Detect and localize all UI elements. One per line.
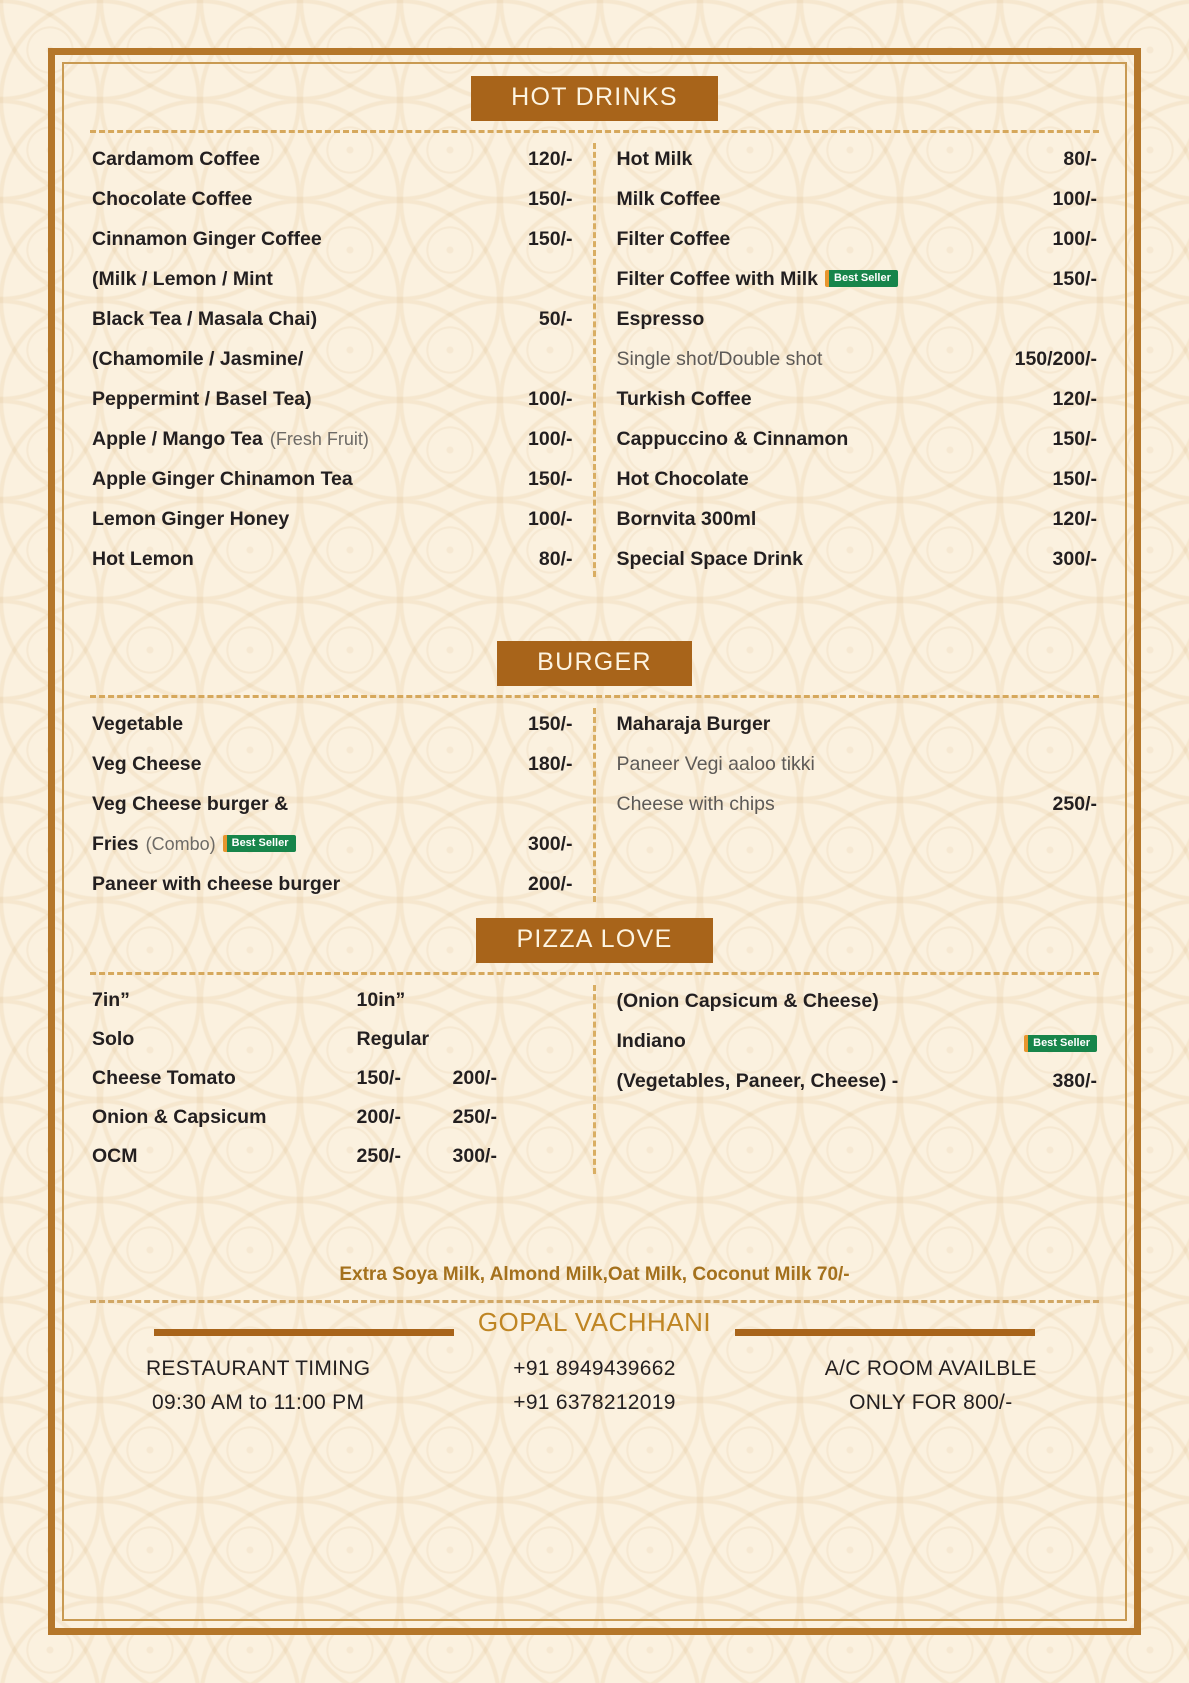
item-name: Bornvita 300ml xyxy=(616,508,757,530)
item-price: 100/- xyxy=(1052,228,1097,250)
brand-name: GOPAL VACHHANI xyxy=(477,1307,712,1337)
item-name: Cinnamon Ginger Coffee xyxy=(92,228,322,250)
best-seller-badge: Best Seller xyxy=(825,270,898,287)
menu-item[interactable] xyxy=(617,1061,1098,1101)
spacer xyxy=(90,579,1099,641)
menu-sheet xyxy=(76,76,1113,1607)
pizza-name: Onion & Capsicum xyxy=(92,1106,267,1128)
menu-item[interactable] xyxy=(617,379,1098,419)
menu-item[interactable] xyxy=(92,299,573,339)
item-price: 50/- xyxy=(538,308,573,330)
menu-item[interactable] xyxy=(92,499,573,539)
item-price: 80/- xyxy=(538,548,573,570)
menu-item[interactable] xyxy=(92,179,573,219)
pizza-price-solo: 200/- xyxy=(356,1106,401,1128)
pizza-price-solo: 150/- xyxy=(356,1067,401,1089)
item-name: Filter Coffee xyxy=(616,228,731,250)
item-price: 120/- xyxy=(528,148,573,170)
menu-item[interactable] xyxy=(617,744,1098,784)
item-name: Single shot/Double shot xyxy=(616,348,823,370)
burger-columns xyxy=(90,704,1099,904)
ac-room-label: A/C ROOM AVAILBLE xyxy=(824,1357,1037,1380)
item-price: 200/- xyxy=(528,873,573,895)
item-price: 150/- xyxy=(1052,428,1097,450)
pizza-type-header-row xyxy=(92,1020,573,1059)
menu-item[interactable] xyxy=(92,379,573,419)
menu-item[interactable] xyxy=(617,139,1098,179)
item-name xyxy=(92,824,296,864)
item-name: Cheese with chips xyxy=(616,793,775,815)
menu-item[interactable] xyxy=(92,139,573,179)
pizza-price-regular: 200/- xyxy=(452,1067,497,1089)
menu-item[interactable] xyxy=(617,539,1098,579)
item-note: (Fresh Fruit) xyxy=(269,429,369,449)
item-name: Vegetable xyxy=(92,713,184,735)
restaurant-timing-label: RESTAURANT TIMING xyxy=(145,1357,371,1380)
item-price: 150/- xyxy=(1052,268,1097,290)
hot-drinks-left-column xyxy=(90,139,593,579)
menu-item[interactable] xyxy=(617,419,1098,459)
item-price: 150/- xyxy=(528,228,573,250)
item-name: (Milk / Lemon / Mint xyxy=(92,268,273,290)
item-price: 80/- xyxy=(1063,148,1097,170)
pizza-row[interactable] xyxy=(92,1137,573,1176)
pizza-columns xyxy=(90,981,1099,1176)
item-price: 300/- xyxy=(528,833,573,855)
phone-secondary[interactable]: +91 6378212019 xyxy=(513,1391,676,1414)
menu-item[interactable] xyxy=(92,339,573,379)
menu-item[interactable] xyxy=(617,179,1098,219)
item-price: 380/- xyxy=(1052,1070,1097,1092)
item-name: Hot Lemon xyxy=(92,548,194,570)
menu-item[interactable] xyxy=(617,299,1098,339)
extras-note: Extra Soya Milk, Almond Milk,Oat Milk, Coconut Milk 70/- xyxy=(339,1264,850,1285)
item-price: 300/- xyxy=(1052,548,1097,570)
pizza-type-solo: Solo xyxy=(92,1028,135,1050)
menu-item[interactable] xyxy=(617,1021,1098,1061)
item-price: 100/- xyxy=(528,508,573,530)
section-heading-hot-drinks xyxy=(90,76,1099,121)
item-price: 150/- xyxy=(1052,468,1097,490)
item-name: Hot Milk xyxy=(616,148,693,170)
item-name xyxy=(617,1021,686,1061)
item-name: Apple Ginger Chinamon Tea xyxy=(92,468,353,490)
pizza-row[interactable] xyxy=(92,1098,573,1137)
menu-item[interactable] xyxy=(617,981,1098,1021)
item-price: 250/- xyxy=(1052,793,1097,815)
pizza-price-regular: 300/- xyxy=(452,1145,497,1167)
hot-drinks-right-column xyxy=(597,139,1100,579)
item-name-main: Filter Coffee with Milk xyxy=(616,268,819,290)
pizza-size-7in: 7in” xyxy=(92,989,130,1011)
item-note: (Combo) xyxy=(145,834,216,854)
item-name-main: Apple / Mango Tea xyxy=(92,428,263,450)
item-name: Veg Cheese burger & xyxy=(92,793,289,815)
item-name: Espresso xyxy=(616,308,705,330)
section-pizza-love xyxy=(90,918,1099,1176)
burger-right-column xyxy=(597,704,1100,904)
item-name: Turkish Coffee xyxy=(616,388,752,410)
best-seller-badge: Best Seller xyxy=(1024,1035,1097,1052)
menu-item[interactable] xyxy=(92,704,573,744)
item-name: Black Tea / Masala Chai) xyxy=(92,308,318,330)
pizza-price-solo: 250/- xyxy=(356,1145,401,1167)
menu-item[interactable] xyxy=(92,824,573,864)
menu-item[interactable] xyxy=(92,864,573,904)
section-title: HOT DRINKS xyxy=(471,76,718,121)
item-name xyxy=(92,419,369,459)
item-price: 150/- xyxy=(528,713,573,735)
item-price: 100/- xyxy=(1052,188,1097,210)
spacer xyxy=(90,904,1099,918)
footer-divider xyxy=(90,1300,1099,1303)
menu-item[interactable] xyxy=(617,459,1098,499)
menu-item[interactable] xyxy=(617,219,1098,259)
menu-item[interactable] xyxy=(617,339,1098,379)
item-price: 150/- xyxy=(528,468,573,490)
item-name: (Vegetables, Paneer, Cheese) - xyxy=(616,1070,899,1092)
section-title: BURGER xyxy=(497,641,692,686)
item-name xyxy=(617,259,898,299)
pizza-price-regular: 250/- xyxy=(452,1106,497,1128)
menu-item[interactable] xyxy=(92,419,573,459)
item-name: Peppermint / Basel Tea) xyxy=(92,388,312,410)
best-seller-badge: Best Seller xyxy=(223,835,296,852)
brand-line xyxy=(90,1307,1099,1348)
item-name: Cardamom Coffee xyxy=(92,148,260,170)
menu-item[interactable] xyxy=(92,784,573,824)
brand-rule-left xyxy=(154,1329,454,1336)
pizza-row[interactable] xyxy=(92,1059,573,1098)
item-name-main: Fries xyxy=(92,833,139,855)
pizza-type-regular: Regular xyxy=(356,1028,430,1050)
spacer xyxy=(90,1176,1099,1262)
item-price: 120/- xyxy=(1052,508,1097,530)
section-divider xyxy=(90,972,1099,975)
section-heading-pizza-love xyxy=(90,918,1099,963)
burger-left-column xyxy=(90,704,593,904)
item-price: 120/- xyxy=(1052,388,1097,410)
section-heading-burger xyxy=(90,641,1099,686)
brand-rule-right xyxy=(735,1329,1035,1336)
menu-item[interactable] xyxy=(617,259,1098,299)
item-name: Hot Chocolate xyxy=(616,468,749,490)
item-name: Veg Cheese xyxy=(92,753,202,775)
item-name: (Onion Capsicum & Cheese) xyxy=(616,990,879,1012)
pizza-left-column xyxy=(90,981,593,1176)
section-divider xyxy=(90,130,1099,133)
menu-item[interactable] xyxy=(92,744,573,784)
item-name: (Chamomile / Jasmine/ xyxy=(92,348,304,370)
section-title: PIZZA LOVE xyxy=(476,918,712,963)
menu-item[interactable] xyxy=(92,259,573,299)
menu-item[interactable] xyxy=(617,499,1098,539)
hot-drinks-columns xyxy=(90,139,1099,579)
ac-room-price: ONLY FOR 800/- xyxy=(849,1391,1013,1414)
restaurant-timing-value: 09:30 AM to 11:00 PM xyxy=(152,1391,365,1414)
menu-item[interactable] xyxy=(617,704,1098,744)
item-name: Milk Coffee xyxy=(616,188,721,210)
section-divider xyxy=(90,695,1099,698)
item-name: Paneer Vegi aaloo tikki xyxy=(616,753,815,775)
item-name: Paneer with cheese burger xyxy=(92,873,341,895)
footer-info xyxy=(90,1352,1099,1420)
menu-item[interactable] xyxy=(92,459,573,499)
pizza-right-column xyxy=(597,981,1100,1176)
menu-item[interactable] xyxy=(92,539,573,579)
item-price: 180/- xyxy=(528,753,573,775)
pizza-name: OCM xyxy=(92,1145,138,1167)
menu-item[interactable] xyxy=(92,219,573,259)
item-name: Maharaja Burger xyxy=(616,713,771,735)
item-price: 150/- xyxy=(528,188,573,210)
item-price: 150/200/- xyxy=(1014,348,1097,370)
item-name-main: Indiano xyxy=(616,1030,686,1052)
section-hot-drinks xyxy=(90,76,1099,579)
section-burger xyxy=(90,641,1099,904)
menu-item[interactable] xyxy=(617,784,1098,824)
phone-primary[interactable]: +91 8949439662 xyxy=(513,1357,676,1380)
pizza-size-header-row xyxy=(92,981,573,1020)
pizza-name: Cheese Tomato xyxy=(92,1067,236,1089)
item-price: 100/- xyxy=(528,428,573,450)
item-name: Chocolate Coffee xyxy=(92,188,253,210)
item-name: Cappuccino & Cinnamon xyxy=(616,428,849,450)
item-price: 100/- xyxy=(528,388,573,410)
pizza-size-10in: 10in” xyxy=(356,989,406,1011)
item-name: Lemon Ginger Honey xyxy=(92,508,290,530)
item-name: Special Space Drink xyxy=(616,548,803,570)
